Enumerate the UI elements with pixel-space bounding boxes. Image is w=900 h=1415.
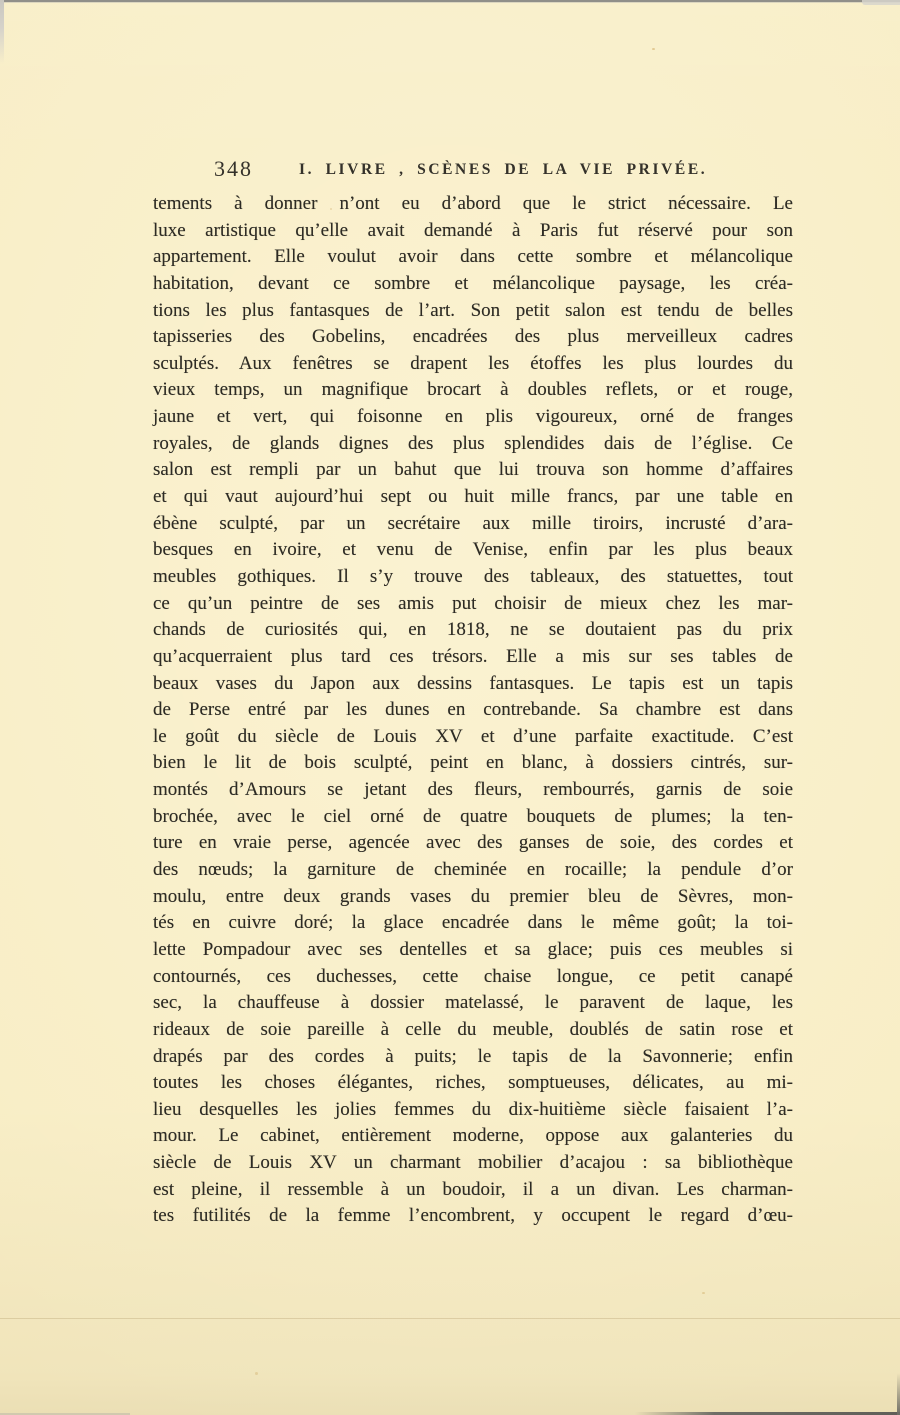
- text-line: brochée, avec le ciel orné de quatre bouquets de plumes; la ten-: [153, 805, 793, 827]
- text-line: luxe artistique qu’elle avait demandé à Paris fut réservé pour son: [153, 219, 793, 241]
- page-header: [0, 156, 900, 184]
- text-line: tés en cuivre doré; la glace encadrée dans le même goût; la toi-: [153, 912, 793, 934]
- page-number: 348: [214, 156, 253, 181]
- text-line: montés d’Amours se jetant des fleurs, rembourrés, garnis de soie: [153, 779, 793, 801]
- text-line: lette Pompadour avec ses dentelles et sa glace; puis ces meubles si: [153, 938, 793, 960]
- text-line: rideaux de soie pareille à celle du meuble, doublés de satin rose et: [153, 1018, 793, 1040]
- text-line: toutes les choses élégantes, riches, somptueuses, délicates, au mi-: [153, 1072, 793, 1094]
- text-line: jaune et vert, qui foisonne en plis vigoureux, orné de franges: [153, 406, 793, 428]
- scan-edge-top-right: [862, 0, 900, 5]
- text-line: et qui vaut aujourd’hui sept ou huit mille francs, par une table en: [153, 486, 793, 508]
- running-title: I. LIVRE , SCÈNES DE LA VIE PRIVÉE.: [299, 161, 708, 178]
- text-line: habitation, devant ce sombre et mélancolique paysage, les créa-: [153, 272, 793, 294]
- text-line: tements à donner n’ont eu d’abord que le strict nécessaire. Le: [153, 193, 793, 214]
- text-line: ture en vraie perse, agencée avec des ganses de soie, des cordes et: [153, 832, 793, 854]
- paper-speck: [702, 1292, 705, 1294]
- text-line: mour. Le cabinet, entièrement moderne, oppose aux galanteries du: [153, 1125, 793, 1147]
- text-line: des nœuds; la garniture de cheminée en rocaille; la pendule d’or: [153, 859, 793, 881]
- text-line: beaux vases du Japon aux dessins fantasques. Le tapis est un tapis: [153, 672, 793, 694]
- text-line: tes futilités de la femme l’encombrent, y occupent le regard d’œu-: [153, 1205, 793, 1227]
- text-line: lieu desquelles les jolies femmes du dix-huitième siècle faisaient l’a-: [153, 1098, 793, 1120]
- scan-edge-top-soft: [0, 2, 900, 3]
- text-line: royales, de glands dignes des plus splendides dais de l’église. Ce: [153, 432, 793, 454]
- text-line: vieux temps, un magnifique brocart à doubles reflets, or et rouge,: [153, 379, 793, 401]
- text-line: meubles gothiques. Il s’y trouve des tableaux, des statuettes, tout: [153, 565, 793, 587]
- text-line: chands de curiosités qui, en 1818, ne se doutaient pas du prix: [153, 619, 793, 641]
- text-line: moulu, entre deux grands vases du premier bleu de Sèvres, mon-: [153, 885, 793, 907]
- page-body-text: [153, 191, 793, 1230]
- text-line: siècle de Louis XV un charmant mobilier d’acajou : sa bibliothèque: [153, 1152, 793, 1174]
- text-line: sec, la chauffeuse à dossier matelassé, le paravent de laque, les: [153, 992, 793, 1014]
- text-line: tions les plus fantasques de l’art. Son petit salon est tendu de belles: [153, 299, 793, 321]
- text-line: bien le lit de bois sculpté, peint en blanc, à dossiers cintrés, sur-: [153, 752, 793, 774]
- scan-edge-left: [0, 0, 4, 64]
- text-line: ce qu’un peintre de ses amis put choisir de mieux chez les mar-: [153, 592, 793, 614]
- text-line: tapisseries des Gobelins, encadrées des plus merveilleux cadres: [153, 326, 793, 348]
- text-line: drapés par des cordes à puits; le tapis de la Savonnerie; enfin: [153, 1045, 793, 1067]
- text-line: est pleine, il ressemble à un boudoir, il a un divan. Les charman-: [153, 1178, 793, 1200]
- text-line: de Perse entré par les dunes en contrebande. Sa chambre est dans: [153, 699, 793, 721]
- paper-speck: [255, 1372, 258, 1375]
- text-line: appartement. Elle voulut avoir dans cette sombre et mélancolique: [153, 246, 793, 268]
- text-line: besques en ivoire, et venu de Venise, enfin par les plus beaux: [153, 539, 793, 561]
- text-line: contournés, ces duchesses, cette chaise longue, ce petit canapé: [153, 965, 793, 987]
- text-line: qu’acquerraient plus tard ces trésors. Elle a mis sur ses tables de: [153, 645, 793, 667]
- text-line: ébène sculpté, par un secrétaire aux mille tiroirs, incrusté d’ara-: [153, 512, 793, 534]
- text-line: sculptés. Aux fenêtres se drapent les étoffes les plus lourdes du: [153, 352, 793, 374]
- text-line: salon est rempli par un bahut que lui trouva son homme d’affaires: [153, 459, 793, 481]
- paper-crease: [0, 1318, 900, 1319]
- paper-speck: [652, 48, 655, 50]
- text-line: le goût du siècle de Louis XV et d’une parfaite exactitude. C’est: [153, 725, 793, 747]
